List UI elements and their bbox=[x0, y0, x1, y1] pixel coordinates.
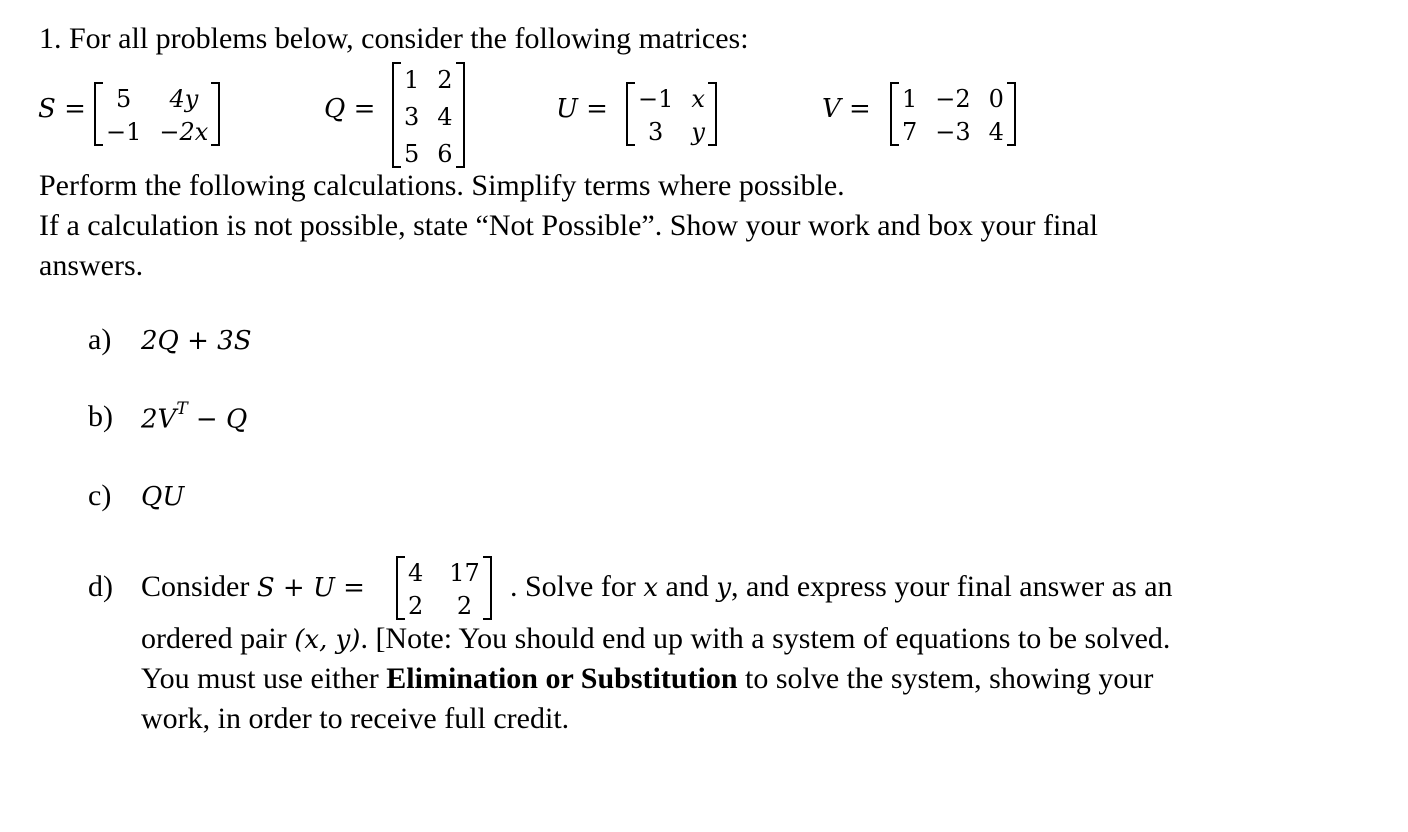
matrix-s-label: S = bbox=[38, 94, 86, 124]
item-d-line-4: work, in order to receive full credit. bbox=[141, 702, 570, 735]
matrix-q bbox=[392, 62, 465, 168]
matrix-u-label: U = bbox=[556, 94, 608, 124]
item-d-matrix bbox=[396, 556, 492, 620]
item-d-consider: Consider bbox=[141, 570, 257, 603]
matrix-v-cell: 4 bbox=[988, 118, 1004, 147]
problem-intro bbox=[39, 22, 749, 56]
matrix-v-cell: 7 bbox=[902, 118, 918, 147]
item-d-line-2 bbox=[141, 622, 1170, 656]
matrix-s-cell: 4y bbox=[169, 84, 199, 113]
item-d-var-y: y bbox=[716, 573, 732, 603]
matrix-u-cell: x bbox=[691, 84, 705, 113]
item-c-expression: QU bbox=[141, 482, 185, 512]
item-d-label: d) bbox=[88, 570, 113, 603]
matrix-q-cell: 5 bbox=[404, 139, 420, 168]
item-d-rest-1: , and express your final answer as an bbox=[731, 570, 1173, 603]
item-b-label: b) bbox=[88, 400, 113, 433]
matrix-s-cell: −2x bbox=[159, 118, 209, 147]
item-d-line3-a: You must use either bbox=[141, 662, 387, 695]
item-b-expr-sup: T bbox=[176, 399, 188, 419]
intro-text: For all problems below, consider the following matrices: bbox=[69, 22, 749, 55]
matrix-v bbox=[890, 82, 1016, 146]
item-d-matrix-cell: 2 bbox=[408, 592, 424, 621]
matrix-s bbox=[94, 82, 220, 146]
matrix-q-cell: 1 bbox=[404, 65, 420, 94]
item-d-line2-a: ordered pair bbox=[141, 622, 295, 655]
matrix-v-cell: 1 bbox=[902, 84, 918, 113]
instructions-line-3: answers. bbox=[39, 249, 144, 282]
item-d-var-x: x bbox=[643, 573, 658, 603]
matrix-s-cell: −1 bbox=[106, 118, 142, 147]
matrix-u-cell: 3 bbox=[648, 118, 664, 147]
matrix-u-cell: y bbox=[691, 118, 705, 147]
item-d-and: and bbox=[658, 570, 717, 603]
item-d-line-1a bbox=[141, 570, 365, 604]
item-d-line3-bold: Elimination or Substitution bbox=[386, 662, 738, 695]
matrix-v-cell: 0 bbox=[988, 84, 1004, 113]
item-d-matrix-cell: 2 bbox=[456, 592, 473, 621]
item-d-line3-b: to solve the system, showing your bbox=[737, 662, 1154, 695]
matrix-q-cell: 6 bbox=[437, 139, 453, 168]
instructions bbox=[39, 166, 1098, 286]
problem-number: 1. bbox=[39, 22, 62, 55]
item-d-after-matrix: . Solve for bbox=[510, 570, 644, 603]
item-c-label: c) bbox=[88, 479, 112, 512]
matrix-u-cell: −1 bbox=[638, 84, 674, 113]
item-a-expression: 2Q + 3S bbox=[141, 326, 252, 356]
item-d-matrix-cell: 17 bbox=[449, 558, 480, 587]
matrix-q-cell: 4 bbox=[437, 102, 453, 131]
matrix-q-cell: 2 bbox=[437, 65, 453, 94]
item-b-expression bbox=[141, 399, 248, 435]
item-b-expr-tail: − Q bbox=[187, 404, 248, 435]
item-d-matrix-cell: 4 bbox=[408, 558, 424, 587]
matrix-v-label: V = bbox=[822, 94, 871, 124]
item-a-label: a) bbox=[88, 323, 112, 356]
matrix-s-cell: 5 bbox=[116, 84, 132, 113]
item-d-expr: S + U = bbox=[256, 573, 365, 603]
item-b-expr-main: 2V bbox=[141, 404, 177, 435]
matrix-q-label: Q = bbox=[324, 94, 376, 124]
matrix-v-cell: −3 bbox=[935, 118, 971, 147]
matrix-u bbox=[626, 82, 717, 146]
item-d-line-3 bbox=[141, 662, 1153, 696]
instructions-line-1: Perform the following calculations. Simplify terms where possible. bbox=[39, 169, 845, 202]
instructions-line-2: If a calculation is not possible, state “Not Possible”. Show your work and box your final bbox=[39, 209, 1098, 242]
item-d-line2-b: . [Note: You should end up with a system of equations to be solved. bbox=[360, 622, 1171, 655]
matrix-v-cell: −2 bbox=[935, 84, 971, 113]
item-d-line-1b bbox=[510, 570, 1173, 604]
matrix-q-cell: 3 bbox=[404, 102, 420, 131]
item-d-pair: (x, y) bbox=[294, 625, 361, 655]
